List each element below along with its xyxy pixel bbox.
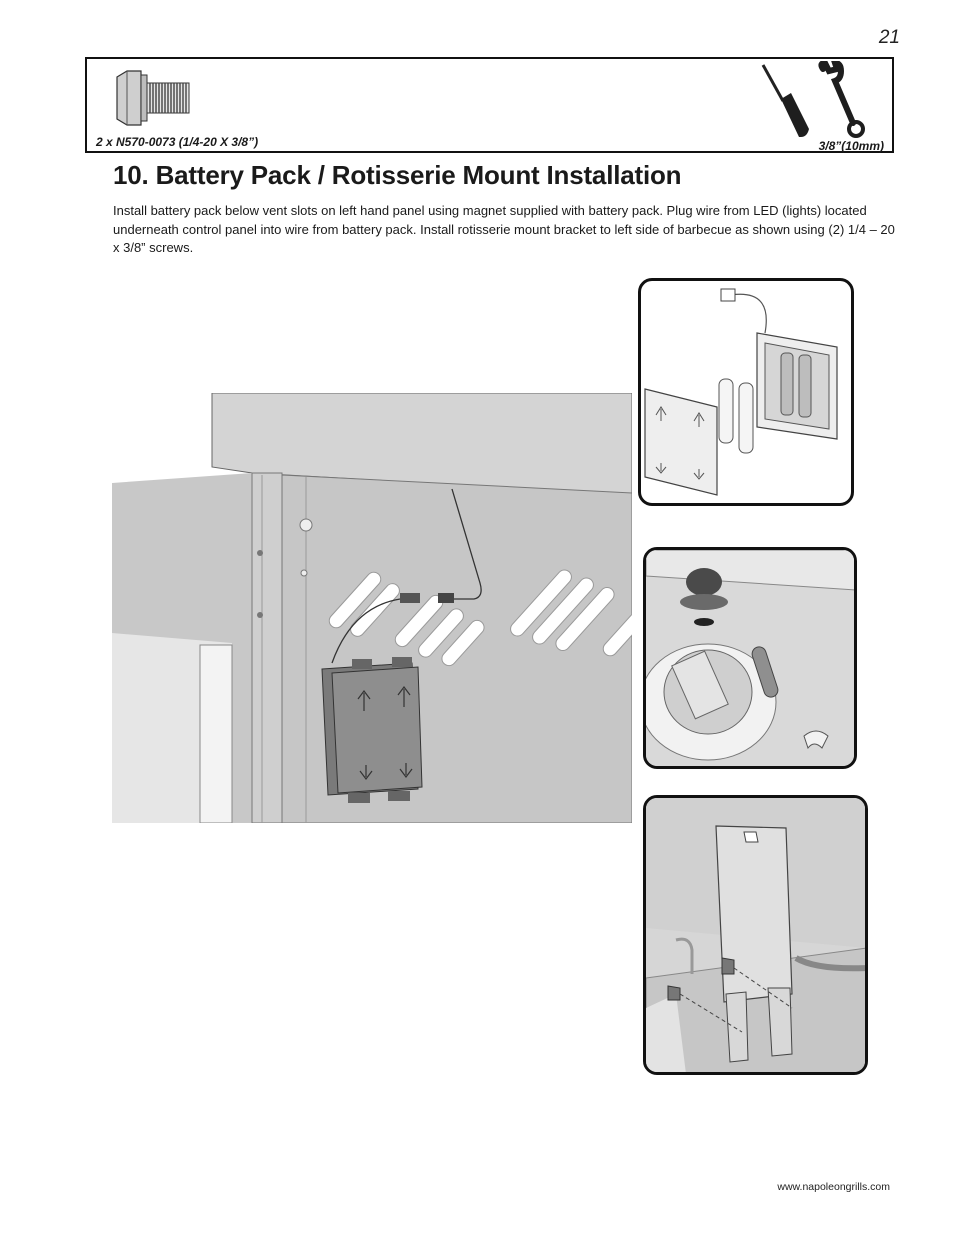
battery-pack-exploded-view <box>638 278 854 506</box>
screw-part-label: 2 x N570-0073 (1/4-20 X 3/8”) <box>96 135 259 149</box>
tools-icons <box>757 61 887 143</box>
battery-pack-mounted-on-panel <box>112 393 632 823</box>
wrench-icon <box>821 63 863 136</box>
led-light-under-control-panel <box>643 547 857 769</box>
screwdriver-icon <box>763 65 809 137</box>
parts-and-tools-box <box>85 57 894 153</box>
website-url: www.napoleongrills.com <box>777 1181 890 1193</box>
instruction-text: Install battery pack below vent slots on left hand panel using magnet supplied with battery pack. Plug wire from LED (lights) located underneath control panel into wire from battery pack. Install rotisserie mount bracket to left side of barbecue as shown using (2) 1/4 – 20 x 3/8” screws. <box>113 203 895 255</box>
rotisserie-mount-bracket <box>643 795 868 1075</box>
flange-bolt-icon <box>113 67 193 129</box>
section-title: 10. Battery Pack / Rotisserie Mount Installation <box>113 160 682 190</box>
page-number: 21 <box>878 27 900 48</box>
wrench-size-label: 3/8”(10mm) <box>818 139 884 153</box>
